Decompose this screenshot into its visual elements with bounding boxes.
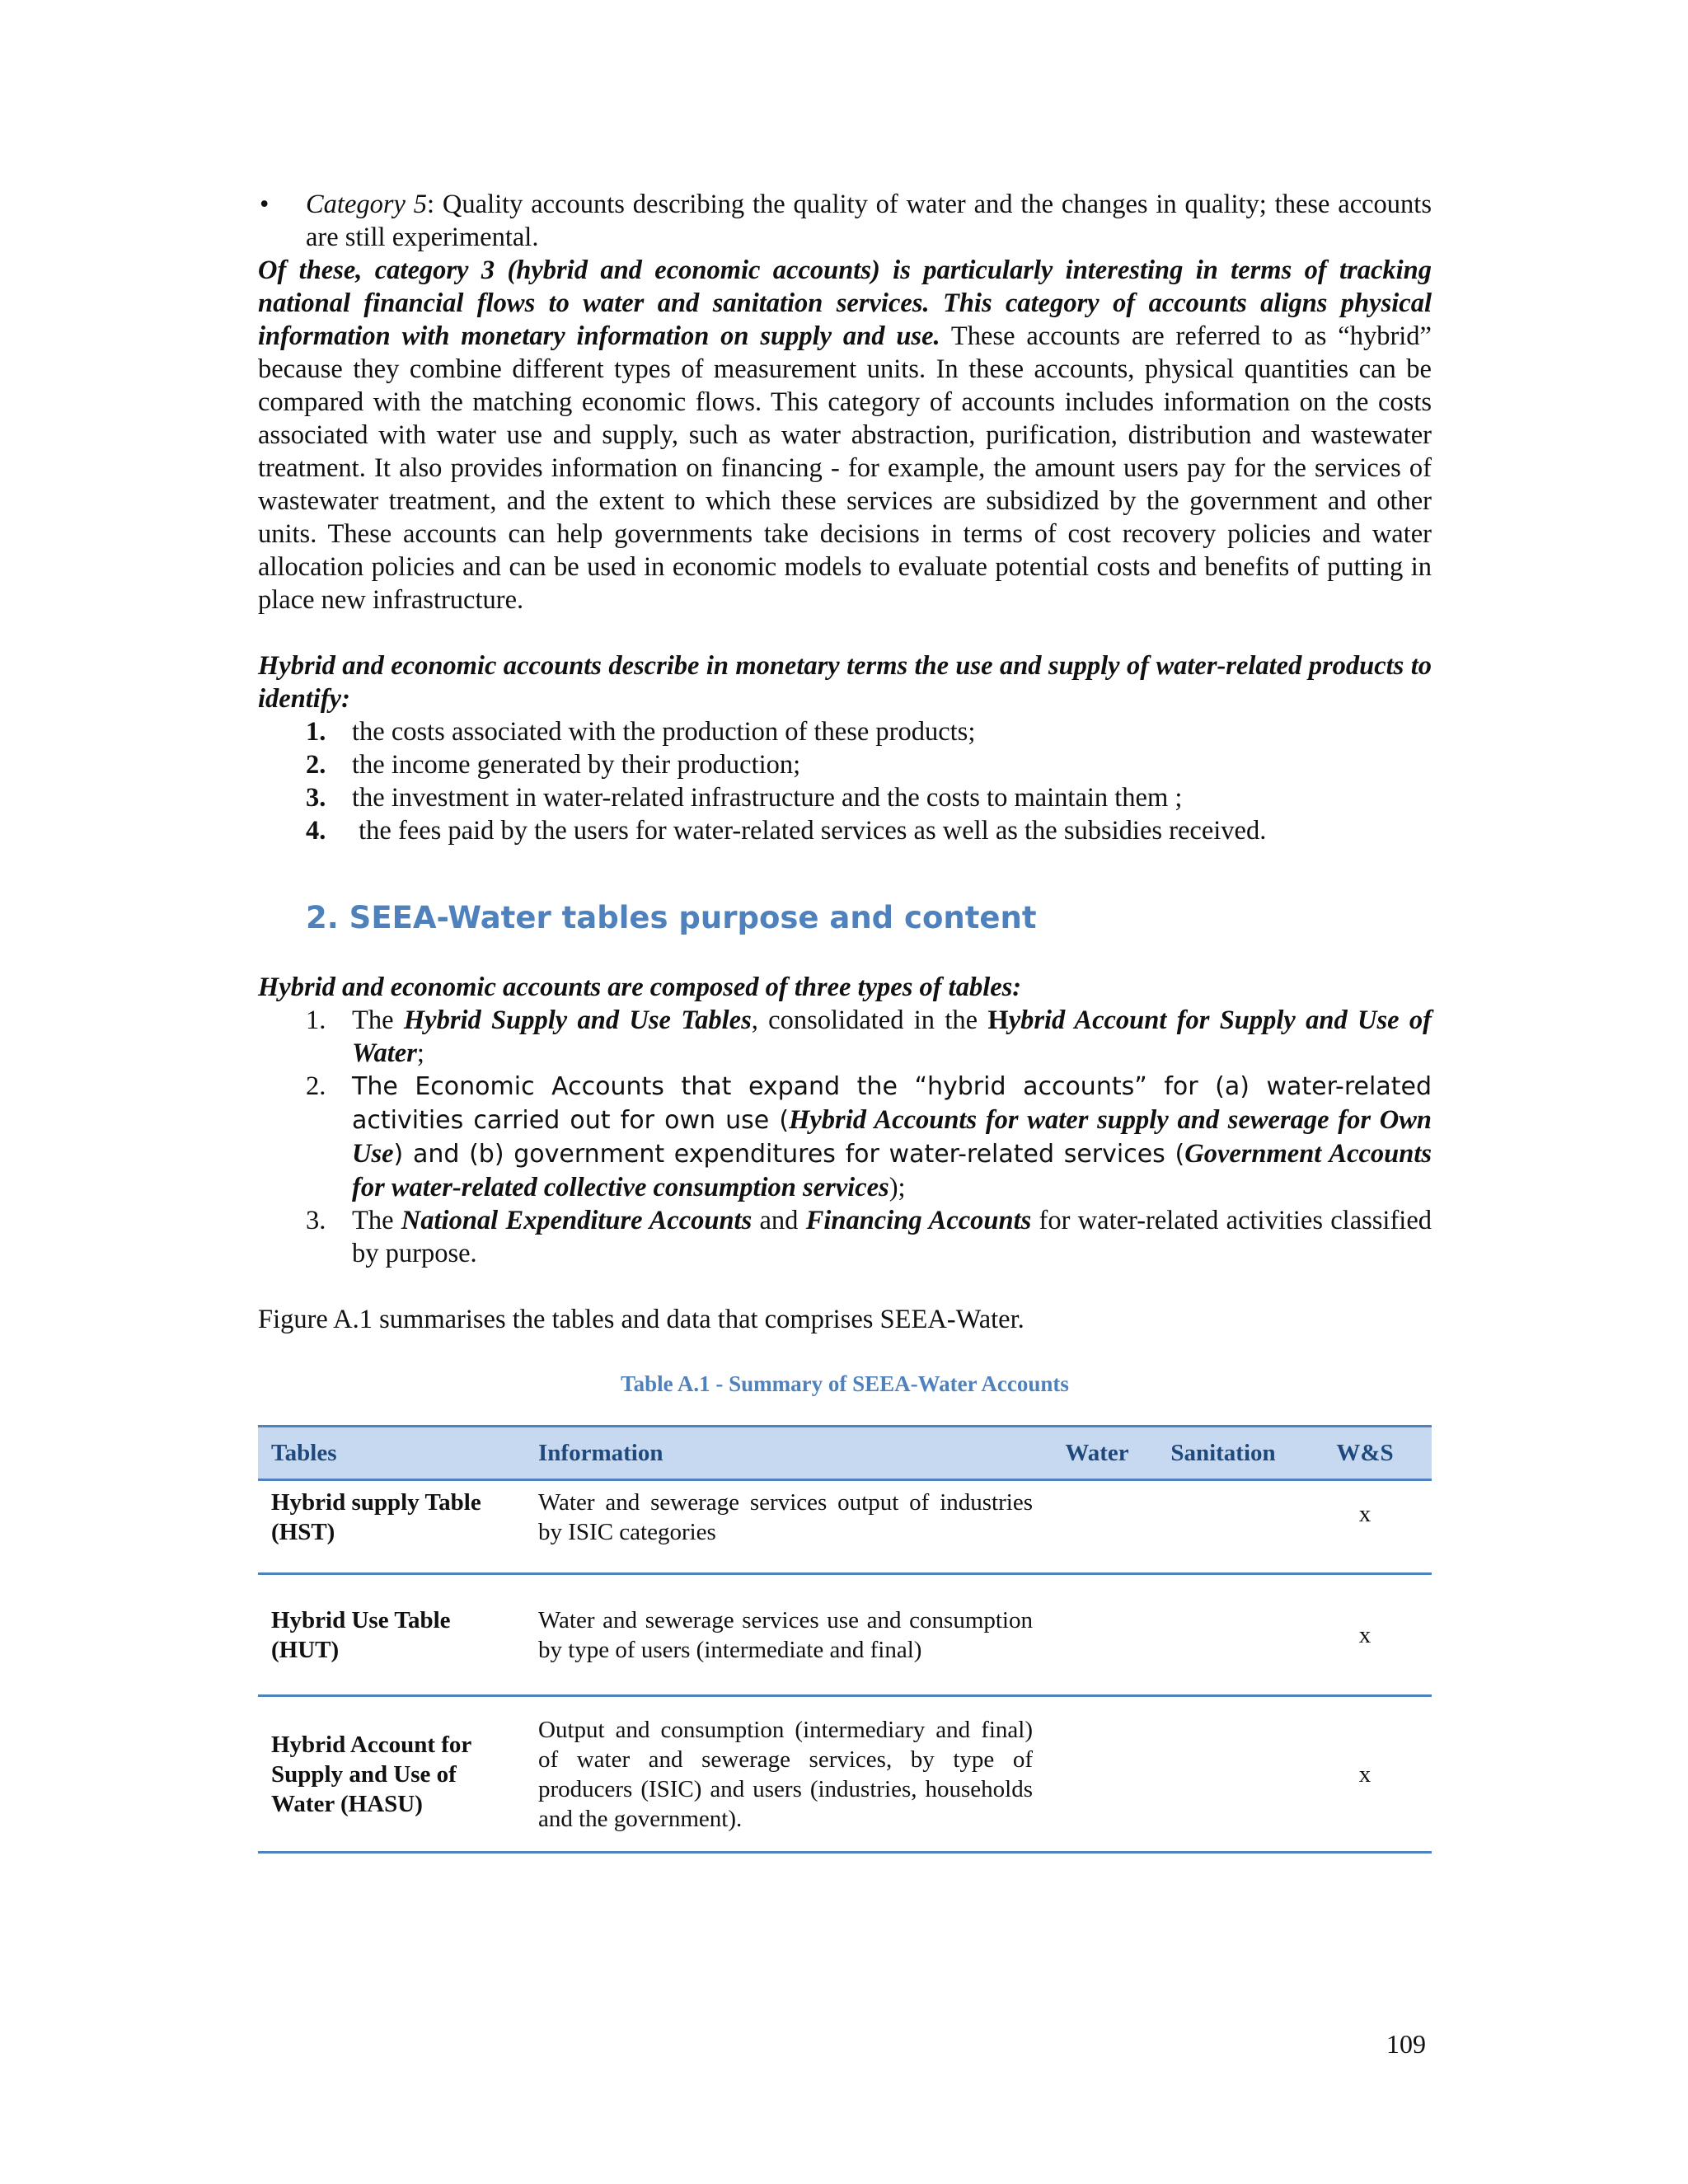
page-number: 109 [1386, 2029, 1426, 2059]
list-item [306, 814, 1432, 847]
bullet-description: : Quality accounts describing the quality of water and the changes in quality; these accounts are still experimental. [306, 190, 1432, 252]
paragraph-body: These accounts are referred to as “hybrid” because they combine different types of measurement units. In these accounts, physical quantities can be compared with the matching economic flows. This category of accounts includes information on the costs associated with water use and supply, such as water abstraction, purification, distribution and wastewater treatment. It also provides information on financing - for example, the amount users pay for the services of wastewater treatment, and the extent to which these services are subsidized by the government and other units. These accounts can help governments take decisions in terms of cost recovery policies and water allocation policies and can be used in economic models to evaluate potential costs and benefits of putting in place new infrastructure. [258, 321, 1432, 615]
bullet-dot: • [260, 190, 270, 219]
page-body [258, 188, 1432, 1854]
term-national-expenditure: National Expenditure Accounts [401, 1206, 753, 1235]
summary-table [258, 1425, 1432, 1854]
table-caption: Table A.1 - Summary of SEEA-Water Accounts [621, 1371, 1069, 1396]
term-hybrid-tables: Hybrid Supply and Use Tables [403, 1005, 752, 1035]
row-water [1046, 1574, 1148, 1696]
row-sanitation [1148, 1574, 1298, 1696]
list-number: 1. [306, 1005, 326, 1035]
list-text [352, 1004, 1432, 1070]
col-header-tables: Tables [258, 1427, 525, 1480]
table-row [258, 1480, 1432, 1574]
term-own-use: Hybrid Accounts for water supply and sewerage for Own Use [352, 1105, 1432, 1169]
text-run: ); [889, 1173, 906, 1202]
list-number: 4. [306, 816, 326, 846]
list-item [306, 1004, 1432, 1070]
row-ws: x [1298, 1574, 1432, 1696]
bullet-category-5 [258, 188, 1432, 254]
table-types-list [258, 1004, 1432, 1270]
list-text [352, 1204, 1432, 1270]
term-hasu: ybrid Account for Supply and Use of Water [352, 1005, 1432, 1068]
tables-intro [258, 971, 1432, 1004]
figure-note: Figure A.1 summarises the tables and data that comprises SEEA-Water. [258, 1305, 1025, 1334]
row-information: Water and sewerage services use and consumption by type of users (intermediate and final) [525, 1574, 1046, 1696]
list-number: 3. [306, 1206, 326, 1235]
identify-intro-text: Hybrid and economic accounts describe in monetary terms the use and supply of water-related products to identify: [258, 651, 1432, 714]
list-number: 3. [306, 783, 326, 813]
col-header-ws: W&S [1298, 1427, 1432, 1480]
list-item [306, 1070, 1432, 1204]
col-header-sanitation: Sanitation [1148, 1427, 1298, 1480]
list-item [306, 715, 1432, 748]
bullet-text [306, 188, 1432, 254]
list-text: the income generated by their production; [352, 750, 801, 780]
text-run: The Economic Accounts that expand the “hybrid accounts” for (a) water-related activities carried out for own use ( [352, 1072, 1432, 1135]
row-name: Hybrid Use Table (HUT) [258, 1574, 525, 1696]
text-run: H [987, 1005, 1009, 1035]
bullet-category: Category 5 [306, 190, 428, 219]
row-information: Water and sewerage services output of industries by ISIC categories [525, 1480, 1046, 1574]
table-header-row [258, 1427, 1432, 1480]
identify-list [258, 715, 1432, 847]
table-row [258, 1574, 1432, 1696]
list-text: the fees paid by the users for water-related services as well as the subsidies received. [352, 816, 1267, 846]
text-run: and [752, 1206, 806, 1235]
list-number: 2. [306, 750, 326, 780]
row-ws: x [1298, 1696, 1432, 1853]
row-water [1046, 1480, 1148, 1574]
table-row [258, 1696, 1432, 1853]
term-government-accounts: Government Accounts for water-related collective consumption services [352, 1139, 1432, 1202]
list-number: 1. [306, 717, 326, 747]
text-run: The [352, 1005, 404, 1035]
text-run: The [352, 1206, 401, 1235]
row-ws: x [1298, 1480, 1432, 1574]
row-water [1046, 1696, 1148, 1853]
row-sanitation [1148, 1696, 1298, 1853]
term-financing: Financing Accounts [805, 1206, 1032, 1235]
text-run: for water-related activities classified by purpose. [352, 1206, 1432, 1268]
row-name: Hybrid Account for Supply and Use of Water (HASU) [258, 1696, 525, 1853]
col-header-water: Water [1046, 1427, 1148, 1480]
text-run: ; [416, 1038, 424, 1068]
list-item [306, 748, 1432, 781]
list-number: 2. [306, 1071, 326, 1101]
list-item [306, 1204, 1432, 1270]
row-name: Hybrid supply Table (HST) [258, 1480, 525, 1574]
list-text [352, 1070, 1432, 1204]
list-item [306, 781, 1432, 814]
text-run: ) and (b) government expenditures for water-related services ( [393, 1140, 1185, 1169]
list-text: the investment in water-related infrastructure and the costs to maintain them ; [352, 783, 1183, 813]
col-header-information: Information [525, 1427, 1046, 1480]
section-heading: 2. SEEA-Water tables purpose and content [306, 900, 1037, 935]
tables-intro-text: Hybrid and economic accounts are composed of three types of tables: [258, 972, 1022, 1002]
row-information: Output and consumption (intermediary and final) of water and sewerage services, by type of producers (ISIC) and users (industries, households and the government). [525, 1696, 1046, 1853]
text-run: , consolidated in the [751, 1005, 988, 1035]
list-text: the costs associated with the production of these products; [352, 717, 976, 747]
row-sanitation [1148, 1480, 1298, 1574]
paragraph-emphasis: Of these, category 3 (hybrid and economic accounts) is particularly interesting in terms of tracking national financial flows to water and sanitation services. This category of accounts aligns physical information with monetary information on supply and use. [258, 255, 1432, 351]
identify-intro [258, 649, 1432, 715]
paragraph-hybrid-accounts [258, 254, 1432, 616]
